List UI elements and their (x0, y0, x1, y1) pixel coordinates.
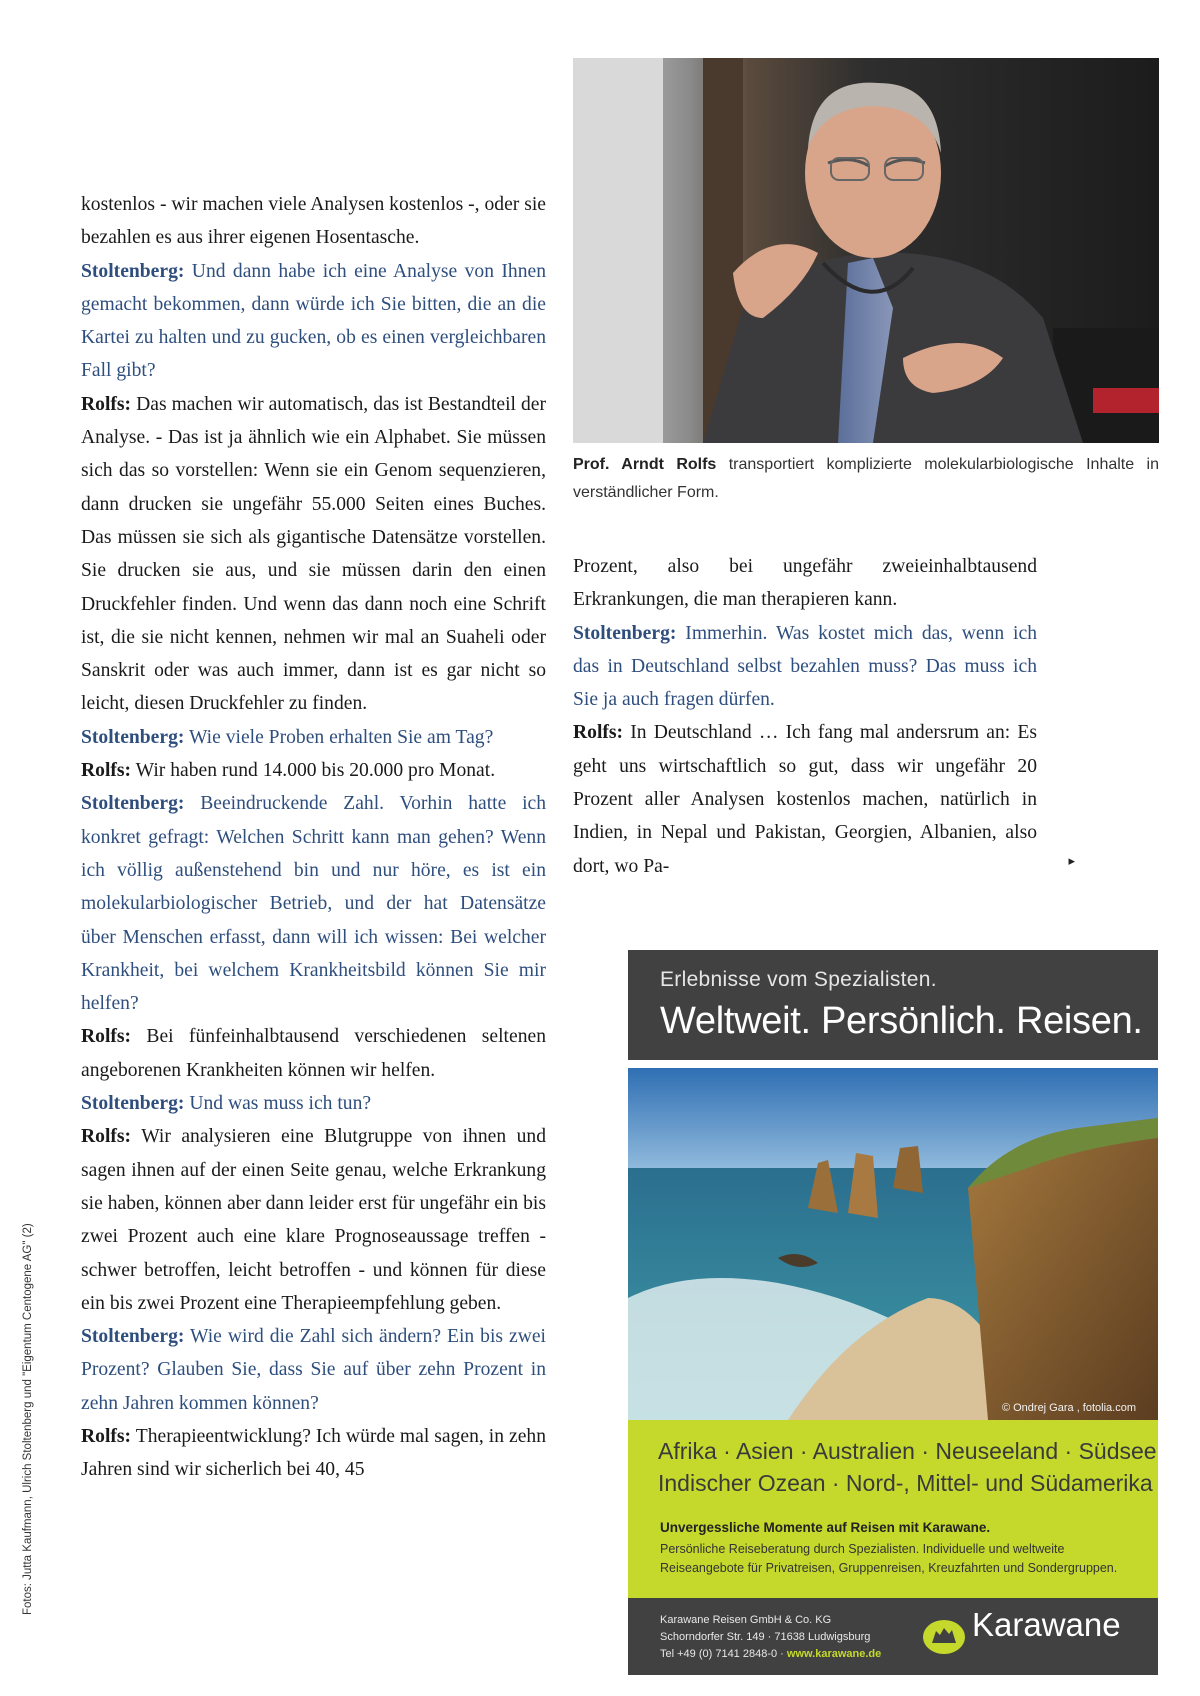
travel-advertisement (628, 950, 1158, 1675)
ad-destinations-line-1: Afrika · Asien · Australien · Neuseeland · Südsee (658, 1438, 1157, 1464)
interview-answer (81, 754, 546, 787)
speaker-name: Rolfs: (81, 1026, 132, 1048)
paragraph-text: Wie wird die Zahl sich ändern? Ein bis zwei Prozent? Glauben Sie, dass Sie auf über zehn Prozent in zehn Jahren kommen können? (81, 1326, 546, 1414)
ad-footer (628, 1598, 1158, 1675)
caption-text: transportiert komplizierte molekularbiologische Inhalte in verständlicher Form. (573, 456, 1159, 501)
interview-question (573, 617, 1037, 717)
camel-logo-icon (922, 1616, 966, 1658)
ad-phone: Tel +49 (0) 7141 2848-0 · (660, 1648, 787, 1660)
speaker-name: Stoltenberg: (81, 1093, 185, 1115)
ad-logo-text: Karawane (972, 1606, 1121, 1643)
ad-destinations-panel (628, 1420, 1158, 1598)
portrait-photo (573, 58, 1159, 443)
paragraph-text: In Deutschland … Ich fang mal andersrum an: Es geht uns wirtschaftlich so gut, dass wir ungefähr 20 Prozent aller Analysen kostenlos machen, natürlich in Indien, in Nepal und Pakistan, Georgien, Albanien, also dort, wo Pa- (573, 722, 1037, 877)
speaker-name: Stoltenberg: (573, 622, 677, 644)
ad-tagline: Erlebnisse vom Spezialisten. (660, 968, 937, 991)
paragraph-text: Das machen wir automatisch, das ist Bestandteil der Analyse. - Das ist ja ähnlich wie ein Alphabet. Sie müssen sich das so vorstellen: Wenn sie ein Genom sequenzieren, dann drucken sie ungefähr 55.000 Seiten eines Buches. Das müssen sie sich als gigantische Datensätze vorstellen. Sie drucken sie aus, und sie müssen darin den einen Druckfehler finden. Und wenn das dann noch eine Schrift ist, die sie nicht kennen, nehmen wir mal an Suaheli oder Sanskrit oder was auch immer, dann ist es gar nicht so leicht, diesen Druckfehler zu finden. (81, 393, 547, 715)
interview-answer (81, 188, 546, 255)
ad-header (628, 950, 1158, 1060)
speaker-name: Rolfs: (81, 1126, 132, 1148)
paragraph-text: Prozent, also bei ungefähr zweieinhalbtausend Erkrankungen, die man therapieren kann. (573, 556, 1037, 611)
article-column-left (81, 188, 546, 1487)
interview-question (81, 787, 546, 1020)
ad-company-name: Karawane Reisen GmbH & Co. KG (660, 1614, 832, 1626)
continue-arrow-icon: ▸ (1068, 852, 1075, 868)
karawane-logo (922, 1606, 1132, 1658)
paragraph-text: Und was muss ich tun? (189, 1093, 372, 1115)
paragraph-text: Wir analysieren eine Blutgruppe von ihnen und sagen ihnen auf der einen Seite genau, welche Erkrankung sie haben, können aber dann leider erst für ungefähr ein bis zwei Prozent auch eine klare Prognoseaussage treffen - schwer betroffen, leicht betroffen - und können für diese ein bis zwei Prozent eine Therapieempfehlung geben. (81, 1126, 546, 1314)
photo-caption (573, 451, 1159, 507)
paragraph-text: Beeindruckende Zahl. Vorhin hatte ich konkret gefragt: Welchen Schritt kann man gehen? Wenn ich völlig außenstehend bin und nur höre, es ist ein molekularbiologischer Betrieb, und der hat Datensätze über Menschen erfasst, dann will ich wissen: Bei welcher Krankheit, bei welchem Krankheitsbild können Sie mir helfen? (81, 793, 547, 1015)
photo-credits: Fotos: Jutta Kaufmann, Ulrich Stoltenberg und "Eigentum Centogene AG" (2) (22, 1223, 34, 1615)
ad-body-text: Persönliche Reiseberatung durch Spezialisten. Individuelle und weltweite Reiseangebote für Privatreisen, Gruppenreisen, Kreuzfahrten und Sondergruppen. (660, 1542, 1118, 1575)
paragraph-text: Bei fünfeinhalbtausend verschiedenen seltenen angeborenen Krankheiten können wir helfen. (81, 1026, 546, 1081)
interview-question (81, 721, 546, 754)
interview-question (81, 1320, 546, 1420)
speaker-name: Rolfs: (81, 393, 132, 415)
ad-website-link[interactable]: www.karawane.de (786, 1648, 882, 1660)
article-column-right (573, 550, 1075, 883)
interview-answer (81, 1020, 546, 1087)
speaker-name: Stoltenberg: (81, 1326, 185, 1348)
paragraph-text: Und dann habe ich eine Analyse von Ihnen gemacht bekommen, dann würde ich Sie bitten, die an die Kartei zu halten und zu gucken, ob es einen vergleichbaren Fall gibt? (81, 260, 546, 382)
ad-contact (660, 1612, 881, 1663)
ad-destinations-line-2: Indischer Ozean · Nord-, Mittel- und Südamerika (658, 1470, 1153, 1496)
speaker-name: Rolfs: (81, 1425, 132, 1447)
paragraph-text: Therapieentwicklung? Ich würde mal sagen, in zehn Jahren sind wir sicherlich bei 40, 45 (81, 1425, 547, 1481)
speaker-name: Rolfs: (573, 722, 624, 744)
interview-answer (81, 1120, 546, 1320)
interview-answer (81, 1420, 546, 1487)
ad-coast-photo (628, 1068, 1158, 1420)
ad-subheadline: Unvergessliche Momente auf Reisen mit Karawane. (660, 1520, 991, 1535)
caption-name: Prof. Arndt Rolfs (573, 456, 717, 473)
interview-answer (81, 388, 546, 721)
interview-question (81, 1087, 546, 1120)
interview-answer (573, 716, 1075, 882)
paragraph-text: kostenlos - wir machen viele Analysen kostenlos -, oder sie bezahlen es aus ihrer eigenen Hosentasche. (81, 194, 546, 249)
ad-photo-credit: © Ondrej Gara , fotolia.com (1001, 1402, 1136, 1414)
speaker-name: Stoltenberg: (81, 260, 185, 282)
ad-address: Schorndorfer Str. 149 · 71638 Ludwigsburg (660, 1631, 871, 1643)
speaker-name: Stoltenberg: (81, 726, 185, 748)
paragraph-text: Wie viele Proben erhalten Sie am Tag? (188, 726, 494, 748)
ad-headline: Weltweit. Persönlich. Reisen. (660, 1000, 1143, 1042)
interview-answer (573, 550, 1037, 617)
paragraph-text: Immerhin. Was kostet mich das, wenn ich das in Deutschland selbst bezahlen muss? Das muss ich Sie ja auch fragen dürfen. (573, 622, 1037, 711)
speaker-name: Rolfs: (81, 760, 132, 782)
interview-question (81, 255, 546, 388)
speaker-name: Stoltenberg: (81, 793, 185, 815)
paragraph-text: Wir haben rund 14.000 bis 20.000 pro Monat. (135, 760, 496, 782)
